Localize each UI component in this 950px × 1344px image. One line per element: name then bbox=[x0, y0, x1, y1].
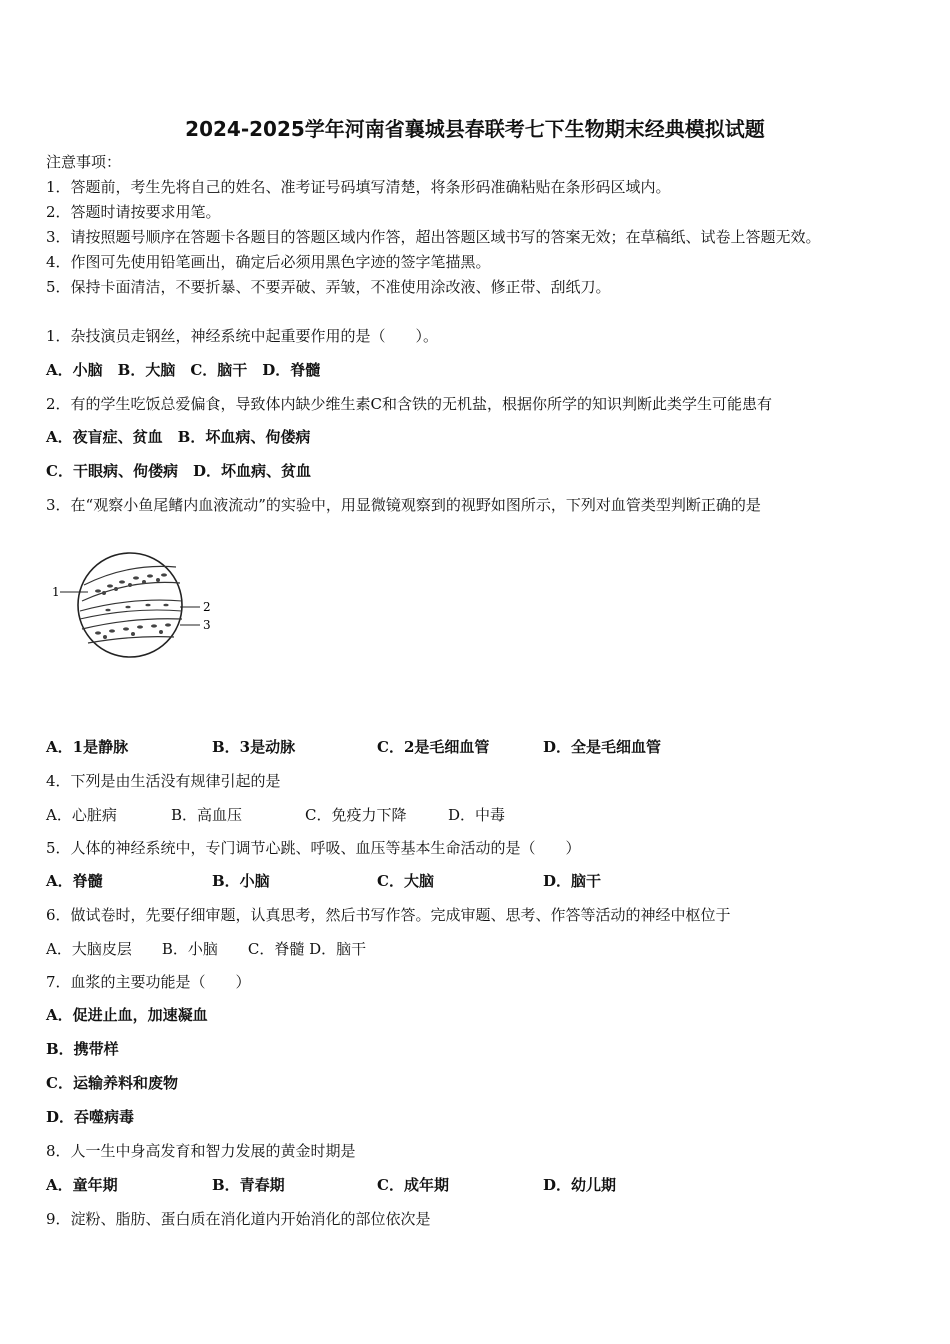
question-5-option-b: B．小脑 bbox=[212, 872, 270, 890]
question-5-option-d: D．脑干 bbox=[543, 872, 602, 890]
question-5-option-c: C．大脑 bbox=[377, 872, 434, 890]
question-7-option-d: D．吞噬病毒 bbox=[46, 1108, 135, 1126]
note-item-2: 2．答题时请按要求用笔。 bbox=[46, 203, 221, 221]
question-7-option-c: C．运输养料和废物 bbox=[46, 1074, 178, 1092]
question-8-option-d: D．幼儿期 bbox=[543, 1176, 617, 1194]
question-6-stem: 6．做试卷时，先要仔细审题，认真思考，然后书写作答。完成审题、思考、作答等活动的神经中枢位于 bbox=[46, 906, 731, 924]
figure-label-1: 1 bbox=[52, 585, 60, 599]
question-4-stem: 4．下列是由生活没有规律引起的是 bbox=[46, 772, 281, 790]
question-5-option-a: A．脊髓 bbox=[46, 872, 103, 890]
question-3-option-c: C．2是毛细血管 bbox=[377, 738, 490, 756]
question-7-option-a: A．促进止血，加速凝血 bbox=[46, 1006, 208, 1024]
question-8-option-a: A．童年期 bbox=[46, 1176, 118, 1194]
question-3-stem: 3．在“观察小鱼尾鳍内血液流动”的实验中，用显微镜观察到的视野如图所示，下列对血管类型判断正确的是 bbox=[46, 496, 761, 514]
question-8-stem: 8．人一生中身高发育和智力发展的黄金时期是 bbox=[46, 1142, 356, 1160]
note-item-4: 4．作图可先使用铅笔画出，确定后必须用黑色字迹的签字笔描黑。 bbox=[46, 253, 491, 271]
figure-label-2: 2 bbox=[203, 600, 211, 614]
question-6-options: A．大脑皮层 B．小脑 C．脊髓 D．脑干 bbox=[46, 940, 367, 958]
question-7-option-b: B．携带样 bbox=[46, 1040, 119, 1058]
note-item-1: 1．答题前，考生先将自己的姓名、准考证号码填写清楚，将条形码准确粘贴在条形码区域内。 bbox=[46, 178, 671, 196]
question-7-stem: 7．血浆的主要功能是（ ） bbox=[46, 973, 251, 991]
question-2-stem: 2．有的学生吃饭总爱偏食，导致体内缺少维生素C和含铁的无机盐，根据你所学的知识判断此类学生可能患有 bbox=[46, 395, 773, 413]
question-4-option-b: B．高血压 bbox=[171, 806, 243, 824]
figure-label-3: 3 bbox=[203, 618, 211, 632]
question-2-options-line2: C．干眼病、佝偻病 D．坏血病、贫血 bbox=[46, 462, 311, 480]
question-4-option-d: D．中毒 bbox=[448, 806, 506, 824]
question-8-option-c: C．成年期 bbox=[377, 1176, 449, 1194]
question-3-option-a: A．1是静脉 bbox=[46, 738, 129, 756]
question-4-option-c: C．免疫力下降 bbox=[305, 806, 407, 824]
question-2-options-line1: A．夜盲症、贫血 B．坏血病、佝偻病 bbox=[46, 428, 311, 446]
question-1-options: A．小脑 B．大脑 C．脑干 D．脊髓 bbox=[46, 361, 321, 379]
microscope-figure bbox=[48, 545, 228, 665]
question-1-stem: 1．杂技演员走钢丝，神经系统中起重要作用的是（ ）。 bbox=[46, 327, 439, 345]
page-title: 2024-2025学年河南省襄城县春联考七下生物期末经典模拟试题 bbox=[185, 117, 765, 141]
question-5-stem: 5．人体的神经系统中，专门调节心跳、呼吸、血压等基本生命活动的是（ ） bbox=[46, 839, 581, 857]
note-item-5: 5．保持卡面清洁，不要折暴、不要弄破、弄皱，不准使用涂改液、修正带、刮纸刀。 bbox=[46, 278, 611, 296]
note-item-3: 3．请按照题号顺序在答题卡各题目的答题区域内作答，超出答题区域书写的答案无效；在草稿纸、试卷上答题无效。 bbox=[46, 228, 821, 246]
question-3-option-b: B．3是动脉 bbox=[212, 738, 296, 756]
question-3-option-d: D．全是毛细血管 bbox=[543, 738, 662, 756]
question-4-option-a: A．心脏病 bbox=[46, 806, 117, 824]
question-8-option-b: B．青春期 bbox=[212, 1176, 285, 1194]
notes-heading: 注意事项： bbox=[46, 153, 122, 171]
question-9-stem: 9．淀粉、脂肪、蛋白质在消化道内开始消化的部位依次是 bbox=[46, 1210, 431, 1228]
